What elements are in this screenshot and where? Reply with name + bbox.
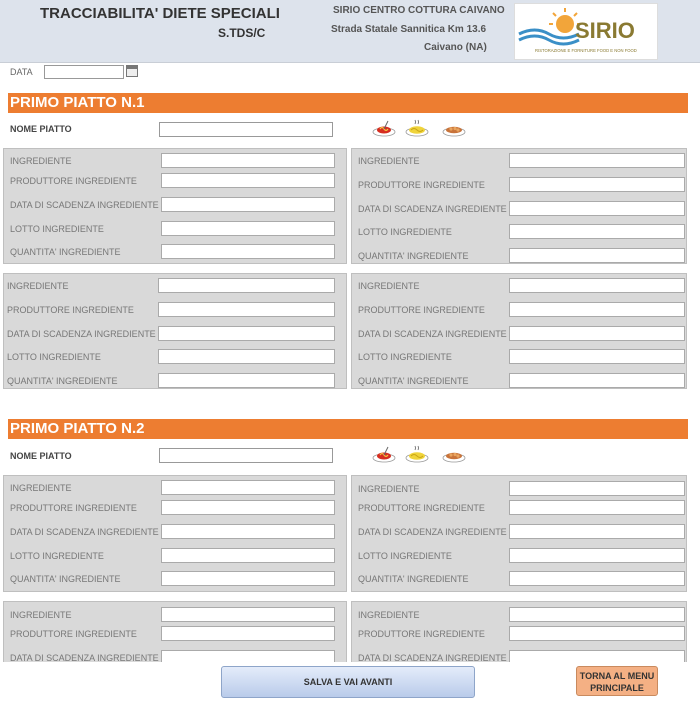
expiry-date-input[interactable] (509, 201, 685, 216)
pasta-sauce-plate-icon (371, 119, 397, 137)
ingredient-row-lot (352, 224, 686, 240)
expiry-date-label: DATA DI SCADENZA INGREDIENTE (358, 204, 507, 214)
ingredient-label: INGREDIENTE (7, 281, 69, 291)
ingredient-panel (3, 148, 347, 264)
quantity-label: QUANTITA' INGREDIENTE (358, 376, 469, 386)
ingredient-row-quantity (4, 373, 346, 389)
quantity-input[interactable] (509, 571, 685, 586)
ingredient-row-quantity (4, 571, 346, 587)
ingredient-row-ingredient (4, 153, 346, 169)
svg-text:SIRIO: SIRIO (575, 18, 635, 43)
expiry-date-input[interactable] (509, 524, 685, 539)
producer-input[interactable] (509, 500, 685, 515)
quantity-input[interactable] (161, 571, 335, 586)
quantity-input[interactable] (509, 373, 685, 388)
back-to-main-menu-button[interactable] (576, 666, 658, 696)
expiry-date-label: DATA DI SCADENZA INGREDIENTE (10, 653, 159, 663)
expiry-date-label: DATA DI SCADENZA INGREDIENTE (358, 653, 507, 663)
producer-input[interactable] (161, 500, 335, 515)
dish-name-input[interactable] (159, 448, 333, 463)
ingredient-input[interactable] (509, 278, 685, 293)
ingredient-panel (3, 601, 347, 663)
page-title: TRACCIABILITA' DIETE SPECIALI (40, 5, 280, 22)
ingredient-panel (3, 273, 347, 389)
producer-label: PRODUTTORE INGREDIENTE (7, 305, 134, 315)
dish-name-label: NOME PIATTO (10, 124, 72, 134)
lot-label: LOTTO INGREDIENTE (10, 224, 104, 234)
lot-label: LOTTO INGREDIENTE (10, 551, 104, 561)
ingredient-row-ingredient (352, 153, 686, 169)
ingredient-label: INGREDIENTE (10, 483, 72, 493)
sirio-logo (514, 3, 658, 60)
ingredient-label: INGREDIENTE (10, 156, 72, 166)
ingredient-row-producer (352, 302, 686, 318)
calendar-icon[interactable] (126, 65, 138, 77)
expiry-date-input[interactable] (161, 524, 335, 539)
quantity-label: QUANTITA' INGREDIENTE (10, 574, 121, 584)
company-name: SIRIO CENTRO COTTURA CAIVANO (333, 5, 505, 16)
lot-input[interactable] (161, 221, 335, 236)
ingredient-label: INGREDIENTE (358, 156, 420, 166)
section-title-primo-piatto-1: PRIMO PIATTO N.1 (8, 93, 688, 113)
lot-input[interactable] (161, 548, 335, 563)
producer-label: PRODUTTORE INGREDIENTE (358, 503, 485, 513)
producer-input[interactable] (509, 302, 685, 317)
expiry-date-label: DATA DI SCADENZA INGREDIENTE (7, 329, 156, 339)
ingredient-row-producer (352, 177, 686, 193)
lot-label: LOTTO INGREDIENTE (7, 352, 101, 362)
ingredient-row-quantity (352, 373, 686, 389)
svg-text:RISTORAZIONE E FORNITURE FOOD: RISTORAZIONE E FORNITURE FOOD E NON FOOD (535, 48, 637, 53)
ingredient-input[interactable] (161, 153, 335, 168)
ingredient-row-expiry-date (4, 197, 346, 213)
quantity-input[interactable] (509, 248, 685, 263)
lot-input[interactable] (509, 224, 685, 239)
ingredient-input[interactable] (161, 480, 335, 495)
ingredient-row-producer (4, 626, 346, 642)
expiry-date-label: DATA DI SCADENZA INGREDIENTE (10, 200, 159, 210)
company-city: Caivano (NA) (424, 42, 487, 53)
lot-label: LOTTO INGREDIENTE (358, 551, 452, 561)
ingredient-row-lot (4, 548, 346, 564)
producer-label: PRODUTTORE INGREDIENTE (10, 176, 137, 186)
ingredient-input[interactable] (509, 607, 685, 622)
date-input[interactable] (44, 65, 124, 79)
producer-label: PRODUTTORE INGREDIENTE (358, 629, 485, 639)
gnocchi-plate-icon (441, 119, 467, 137)
ingredient-row-producer (352, 500, 686, 516)
producer-input[interactable] (158, 302, 335, 317)
ingredient-row-producer (4, 173, 346, 189)
ingredient-panel (3, 475, 347, 592)
spaghetti-plate-icon (404, 119, 430, 137)
company-street: Strada Statale Sannitica Km 13.6 (331, 24, 487, 35)
ingredient-panel (351, 148, 687, 264)
ingredient-input[interactable] (161, 607, 335, 622)
ingredient-panel (351, 273, 687, 389)
ingredient-row-quantity (352, 571, 686, 587)
dish-name-input[interactable] (159, 122, 333, 137)
ingredient-row-expiry-date (4, 524, 346, 540)
ingredient-row-expiry-date (352, 201, 686, 217)
expiry-date-input[interactable] (161, 197, 335, 212)
ingredient-label: INGREDIENTE (10, 610, 72, 620)
ingredient-row-quantity (4, 244, 346, 260)
producer-input[interactable] (509, 177, 685, 192)
producer-input[interactable] (509, 626, 685, 641)
ingredient-panel (351, 475, 687, 592)
quantity-label: QUANTITA' INGREDIENTE (7, 376, 118, 386)
lot-input[interactable] (509, 548, 685, 563)
ingredient-row-lot (4, 349, 346, 365)
quantity-input[interactable] (158, 373, 335, 388)
lot-label: LOTTO INGREDIENTE (358, 227, 452, 237)
quantity-label: QUANTITA' INGREDIENTE (358, 574, 469, 584)
spaghetti-plate-icon (404, 445, 430, 463)
lot-input[interactable] (509, 349, 685, 364)
dish-name-label: NOME PIATTO (10, 451, 72, 461)
expiry-date-input[interactable] (158, 326, 335, 341)
document-code: S.TDS/C (218, 26, 266, 40)
menu-button-line2: PRINCIPALE (590, 683, 644, 693)
expiry-date-label: DATA DI SCADENZA INGREDIENTE (358, 527, 507, 537)
ingredient-row-expiry-date (352, 326, 686, 342)
ingredient-row-producer (4, 500, 346, 516)
expiry-date-input[interactable] (509, 326, 685, 341)
ingredient-input[interactable] (509, 481, 685, 496)
ingredient-row-producer (352, 626, 686, 642)
producer-label: PRODUTTORE INGREDIENTE (10, 629, 137, 639)
save-and-continue-button[interactable]: SALVA E VAI AVANTI (221, 666, 475, 698)
ingredient-label: INGREDIENTE (358, 281, 420, 291)
ingredient-row-lot (352, 349, 686, 365)
quantity-label: QUANTITA' INGREDIENTE (358, 251, 469, 261)
ingredient-input[interactable] (158, 278, 335, 293)
expiry-date-label: DATA DI SCADENZA INGREDIENTE (10, 527, 159, 537)
ingredient-row-ingredient (352, 607, 686, 623)
ingredient-row-ingredient (4, 480, 346, 496)
lot-input[interactable] (158, 349, 335, 364)
lot-label: LOTTO INGREDIENTE (358, 352, 452, 362)
ingredient-row-producer (4, 302, 346, 318)
quantity-input[interactable] (161, 244, 335, 259)
producer-label: PRODUTTORE INGREDIENTE (358, 305, 485, 315)
ingredient-panel (351, 601, 687, 663)
sirio-logo-graphic (515, 4, 657, 59)
producer-input[interactable] (161, 173, 335, 188)
ingredient-row-quantity (352, 248, 686, 264)
pasta-sauce-plate-icon (371, 445, 397, 463)
ingredient-row-expiry-date (4, 326, 346, 342)
ingredient-row-ingredient (352, 481, 686, 497)
ingredient-row-ingredient (4, 607, 346, 623)
ingredient-label: INGREDIENTE (358, 484, 420, 494)
section-title-primo-piatto-2: PRIMO PIATTO N.2 (8, 419, 688, 439)
producer-label: PRODUTTORE INGREDIENTE (10, 503, 137, 513)
header-bar (0, 0, 700, 63)
ingredient-input[interactable] (509, 153, 685, 168)
expiry-date-label: DATA DI SCADENZA INGREDIENTE (358, 329, 507, 339)
menu-button-line1: TORNA AL MENU (579, 671, 655, 681)
ingredient-row-lot (4, 221, 346, 237)
ingredient-row-ingredient (352, 278, 686, 294)
ingredient-row-ingredient (4, 278, 346, 294)
producer-label: PRODUTTORE INGREDIENTE (358, 180, 485, 190)
ingredient-label: INGREDIENTE (358, 610, 420, 620)
date-label: DATA (10, 67, 33, 77)
ingredient-row-expiry-date (352, 524, 686, 540)
quantity-label: QUANTITA' INGREDIENTE (10, 247, 121, 257)
gnocchi-plate-icon (441, 445, 467, 463)
ingredient-row-lot (352, 548, 686, 564)
producer-input[interactable] (161, 626, 335, 641)
